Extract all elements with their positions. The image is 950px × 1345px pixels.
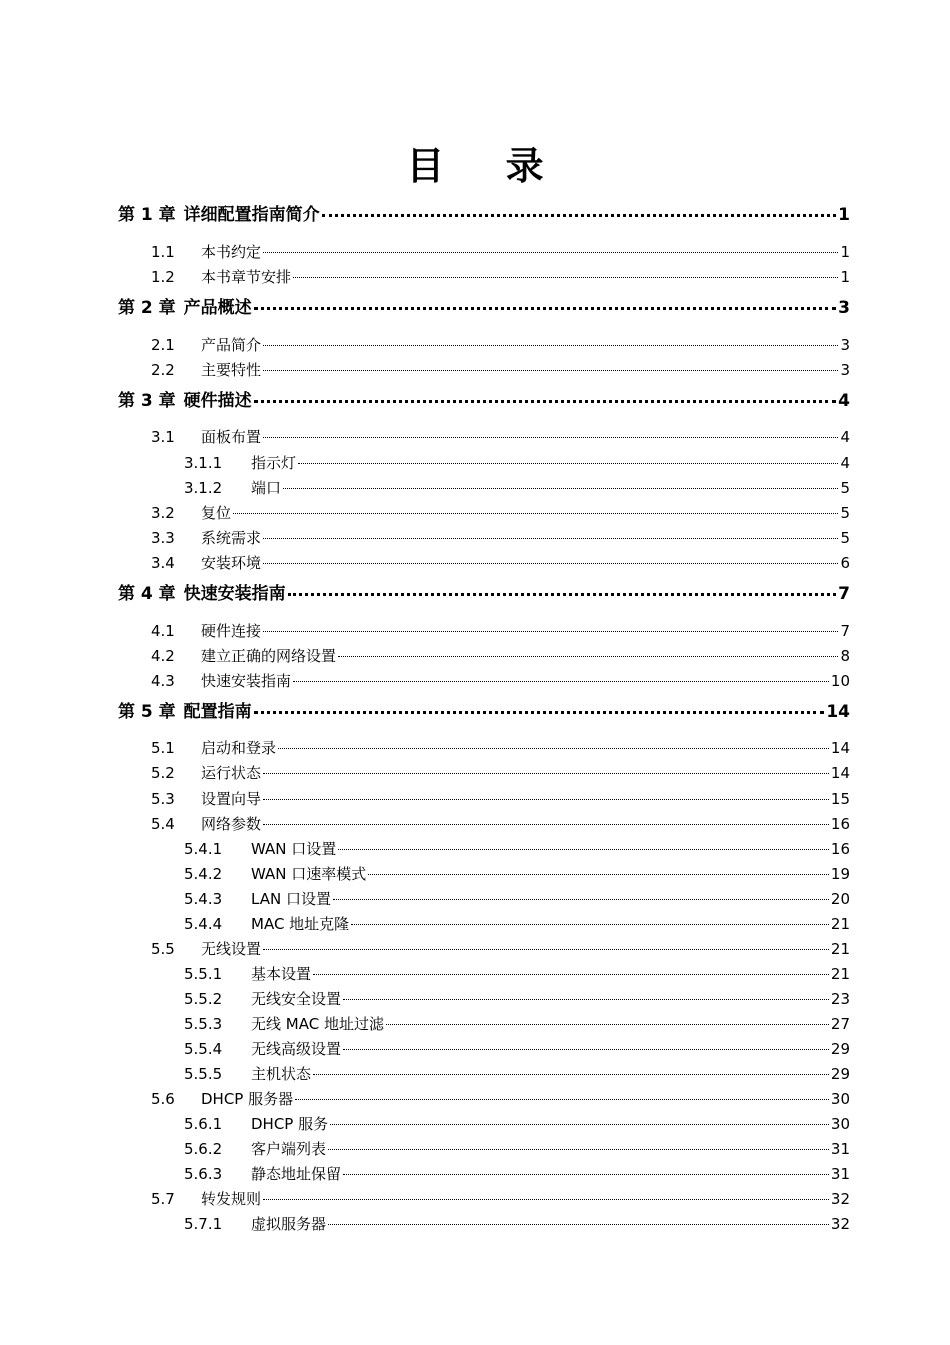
entry-page-number: 21 xyxy=(830,940,850,958)
entry-page-number: 16 xyxy=(830,840,850,858)
toc-section-entry[interactable] xyxy=(151,503,850,523)
entry-number: 5.6.1 xyxy=(184,1115,223,1133)
entry-title: MAC 地址克隆 xyxy=(251,915,350,933)
toc-chapter-entry[interactable] xyxy=(118,296,850,320)
toc-chapter-entry[interactable] xyxy=(118,203,850,227)
entry-title: 启动和登录 xyxy=(201,739,277,757)
entry-page-number: 23 xyxy=(830,990,850,1008)
toc-section-entry[interactable] xyxy=(151,646,850,666)
entry-title: LAN 口设置 xyxy=(251,890,331,908)
entry-number: 3.2 xyxy=(151,504,175,522)
entry-title: 端口 xyxy=(251,479,282,497)
dot-leader xyxy=(338,849,829,850)
entry-title: 设置向导 xyxy=(201,790,262,808)
entry-title: 面板布置 xyxy=(201,428,262,446)
entry-title: 客户端列表 xyxy=(251,1140,327,1158)
entry-page-number: 29 xyxy=(830,1065,850,1083)
entry-page-number: 8 xyxy=(840,647,850,665)
entry-number: 5.5.1 xyxy=(184,965,223,983)
entry-number: 5.3 xyxy=(151,790,175,808)
entry-title: 转发规则 xyxy=(201,1190,262,1208)
toc-section-entry[interactable] xyxy=(151,671,850,691)
toc-section-entry[interactable] xyxy=(151,553,850,573)
entry-number: 1.1 xyxy=(151,243,175,261)
dot-leader xyxy=(263,799,829,800)
entry-page-number: 1 xyxy=(838,205,850,225)
entry-page-number: 14 xyxy=(826,702,850,722)
entry-page-number: 3 xyxy=(840,361,850,379)
entry-number: 2.1 xyxy=(151,336,175,354)
entry-page-number: 3 xyxy=(840,336,850,354)
entry-page-number: 3 xyxy=(838,298,850,318)
entry-number: 3.4 xyxy=(151,554,175,572)
toc-subsection-entry[interactable] xyxy=(184,889,850,909)
entry-number: 第 1 章 xyxy=(118,205,176,225)
dot-leader xyxy=(263,824,829,825)
entry-number: 5.6.2 xyxy=(184,1140,223,1158)
entry-title: 产品概述 xyxy=(183,298,252,318)
entry-number: 5.6.3 xyxy=(184,1165,223,1183)
dot-leader xyxy=(254,307,836,310)
entry-number: 5.5.3 xyxy=(184,1015,223,1033)
entry-title: 本书章节安排 xyxy=(201,268,292,286)
entry-title: 运行状态 xyxy=(201,764,262,782)
entry-number: 5.7.1 xyxy=(184,1215,223,1233)
entry-page-number: 31 xyxy=(830,1140,850,1158)
dot-leader xyxy=(343,999,829,1000)
entry-page-number: 29 xyxy=(830,1040,850,1058)
toc-section-entry[interactable] xyxy=(151,427,850,447)
dot-leader xyxy=(263,949,829,950)
toc-subsection-entry[interactable] xyxy=(184,839,850,859)
entry-number: 5.4.2 xyxy=(184,865,223,883)
entry-title: WAN 口设置 xyxy=(251,840,337,858)
entry-number: 5.5.2 xyxy=(184,990,223,1008)
dot-leader xyxy=(263,563,838,564)
toc-section-entry[interactable] xyxy=(151,242,850,262)
entry-number: 5.4.3 xyxy=(184,890,223,908)
entry-number: 4.2 xyxy=(151,647,175,665)
entry-number: 5.5 xyxy=(151,940,175,958)
toc-subsection-entry[interactable] xyxy=(184,989,850,1009)
entry-title: 硬件连接 xyxy=(201,622,262,640)
entry-number: 5.4.1 xyxy=(184,840,223,858)
toc-subsection-entry[interactable] xyxy=(184,1214,850,1234)
entry-page-number: 5 xyxy=(840,504,850,522)
dot-leader xyxy=(288,593,836,596)
page-title: 目 录 xyxy=(406,144,568,188)
dot-leader xyxy=(338,656,838,657)
toc-section-entry[interactable] xyxy=(151,621,850,641)
entry-title: 静态地址保留 xyxy=(251,1165,342,1183)
entry-page-number: 4 xyxy=(840,428,850,446)
entry-number: 5.1 xyxy=(151,739,175,757)
dot-leader xyxy=(313,1074,829,1075)
entry-title: 无线设置 xyxy=(201,940,262,958)
entry-number: 5.7 xyxy=(151,1190,175,1208)
toc-section-entry[interactable] xyxy=(151,335,850,355)
entry-number: 5.5.5 xyxy=(184,1065,223,1083)
entry-page-number: 7 xyxy=(838,584,850,604)
entry-number: 5.4.4 xyxy=(184,915,223,933)
dot-leader xyxy=(295,1099,829,1100)
entry-number: 5.4 xyxy=(151,815,175,833)
toc-section-entry[interactable] xyxy=(151,814,850,834)
entry-page-number: 30 xyxy=(830,1115,850,1133)
dot-leader xyxy=(293,681,829,682)
entry-page-number: 31 xyxy=(830,1165,850,1183)
entry-page-number: 5 xyxy=(840,529,850,547)
entry-number: 3.1.1 xyxy=(184,454,223,472)
toc-subsection-entry[interactable] xyxy=(184,964,850,984)
toc-section-entry[interactable] xyxy=(151,528,850,548)
entry-page-number: 30 xyxy=(830,1090,850,1108)
entry-page-number: 16 xyxy=(830,815,850,833)
entry-page-number: 4 xyxy=(838,391,850,411)
entry-page-number: 32 xyxy=(830,1215,850,1233)
entry-title: 系统需求 xyxy=(201,529,262,547)
entry-title: 网络参数 xyxy=(201,815,262,833)
entry-number: 5.6 xyxy=(151,1090,175,1108)
entry-title: 硬件描述 xyxy=(183,391,252,411)
dot-leader xyxy=(343,1049,829,1050)
toc-chapter-entry[interactable] xyxy=(118,389,850,413)
toc-section-entry[interactable] xyxy=(151,789,850,809)
entry-page-number: 4 xyxy=(840,454,850,472)
entry-number: 4.3 xyxy=(151,672,175,690)
toc-section-entry[interactable] xyxy=(151,360,850,380)
toc-section-entry[interactable] xyxy=(151,1089,850,1109)
entry-page-number: 5 xyxy=(840,479,850,497)
entry-page-number: 1 xyxy=(840,268,850,286)
entry-title: 主要特性 xyxy=(201,361,262,379)
toc-section-entry[interactable] xyxy=(151,738,850,758)
entry-title: 快速安装指南 xyxy=(183,584,286,604)
toc-section-entry[interactable] xyxy=(151,1189,850,1209)
dot-leader xyxy=(263,631,838,632)
dot-leader xyxy=(330,1124,829,1125)
entry-title: 无线高级设置 xyxy=(251,1040,342,1058)
dot-leader xyxy=(254,711,825,714)
entry-number: 3.1.2 xyxy=(184,479,223,497)
dot-leader xyxy=(351,924,829,925)
entry-page-number: 21 xyxy=(830,915,850,933)
entry-page-number: 14 xyxy=(830,764,850,782)
entry-title: 建立正确的网络设置 xyxy=(201,647,337,665)
toc-section-entry[interactable] xyxy=(151,267,850,287)
toc-subsection-entry[interactable] xyxy=(184,453,850,473)
dot-leader xyxy=(322,214,836,217)
toc-section-entry[interactable] xyxy=(151,763,850,783)
entry-number: 3.3 xyxy=(151,529,175,547)
toc-section-entry[interactable] xyxy=(151,939,850,959)
entry-title: 详细配置指南简介 xyxy=(183,205,320,225)
toc-subsection-entry[interactable] xyxy=(184,478,850,498)
toc-subsection-entry[interactable] xyxy=(184,864,850,884)
entry-title: 配置指南 xyxy=(183,702,252,722)
dot-leader xyxy=(328,1224,829,1225)
dot-leader xyxy=(343,1174,829,1175)
toc-chapter-entry[interactable] xyxy=(118,582,850,606)
toc-subsection-entry[interactable] xyxy=(184,1114,850,1134)
entry-number: 5.2 xyxy=(151,764,175,782)
entry-page-number: 14 xyxy=(830,739,850,757)
entry-title: 无线安全设置 xyxy=(251,990,342,1008)
entry-title: 虚拟服务器 xyxy=(251,1215,327,1233)
dot-leader xyxy=(263,252,838,253)
entry-title: WAN 口速率模式 xyxy=(251,865,367,883)
toc-subsection-entry[interactable] xyxy=(184,1014,850,1034)
entry-title: 复位 xyxy=(201,504,232,522)
dot-leader xyxy=(386,1024,829,1025)
entry-number: 3.1 xyxy=(151,428,175,446)
dot-leader xyxy=(263,370,838,371)
entry-number: 4.1 xyxy=(151,622,175,640)
dot-leader xyxy=(263,773,829,774)
entry-title: 快速安装指南 xyxy=(201,672,292,690)
entry-page-number: 27 xyxy=(830,1015,850,1033)
dot-leader xyxy=(328,1149,829,1150)
entry-page-number: 10 xyxy=(830,672,850,690)
dot-leader xyxy=(368,874,829,875)
entry-number: 第 3 章 xyxy=(118,391,176,411)
entry-page-number: 32 xyxy=(830,1190,850,1208)
dot-leader xyxy=(233,513,838,514)
entry-page-number: 6 xyxy=(840,554,850,572)
toc-subsection-entry[interactable] xyxy=(184,914,850,934)
dot-leader xyxy=(263,538,838,539)
entry-page-number: 7 xyxy=(840,622,850,640)
toc-subsection-entry[interactable] xyxy=(184,1164,850,1184)
entry-number: 2.2 xyxy=(151,361,175,379)
dot-leader xyxy=(298,463,838,464)
entry-title: DHCP 服务 xyxy=(251,1115,329,1133)
entry-page-number: 20 xyxy=(830,890,850,908)
dot-leader xyxy=(263,437,838,438)
dot-leader xyxy=(278,748,829,749)
dot-leader xyxy=(313,974,829,975)
entry-title: 安装环境 xyxy=(201,554,262,572)
toc-subsection-entry[interactable] xyxy=(184,1039,850,1059)
entry-title: DHCP 服务器 xyxy=(201,1090,294,1108)
entry-page-number: 1 xyxy=(840,243,850,261)
dot-leader xyxy=(263,1199,829,1200)
entry-page-number: 15 xyxy=(830,790,850,808)
dot-leader xyxy=(254,400,836,403)
dot-leader xyxy=(333,899,829,900)
toc-subsection-entry[interactable] xyxy=(184,1064,850,1084)
toc-subsection-entry[interactable] xyxy=(184,1139,850,1159)
entry-number: 第 4 章 xyxy=(118,584,176,604)
entry-title: 指示灯 xyxy=(251,454,297,472)
entry-title: 主机状态 xyxy=(251,1065,312,1083)
entry-number: 第 2 章 xyxy=(118,298,176,318)
entry-number: 第 5 章 xyxy=(118,702,176,722)
entry-title: 本书约定 xyxy=(201,243,262,261)
toc-chapter-entry[interactable] xyxy=(118,700,850,724)
dot-leader xyxy=(263,345,838,346)
entry-title: 无线 MAC 地址过滤 xyxy=(251,1015,384,1033)
entry-title: 产品简介 xyxy=(201,336,262,354)
entry-page-number: 21 xyxy=(830,965,850,983)
dot-leader xyxy=(293,277,838,278)
entry-number: 5.5.4 xyxy=(184,1040,223,1058)
entry-title: 基本设置 xyxy=(251,965,312,983)
entry-number: 1.2 xyxy=(151,268,175,286)
dot-leader xyxy=(283,488,838,489)
entry-page-number: 19 xyxy=(830,865,850,883)
